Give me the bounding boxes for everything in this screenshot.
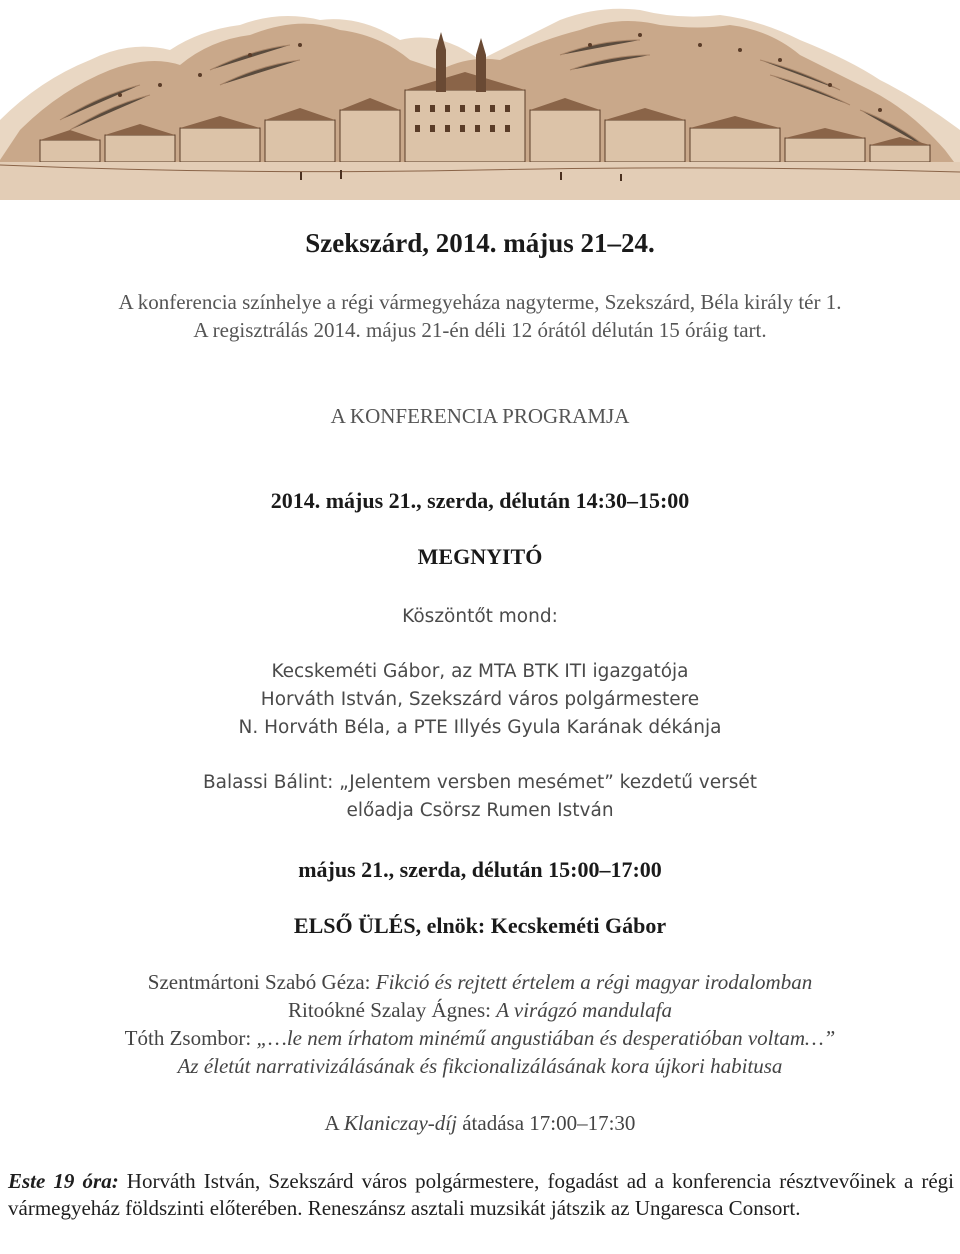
evening-reception-paragraph <box>8 1168 954 1222</box>
szekszard-engraving-banner <box>0 0 960 200</box>
speaker-1: Kecskeméti Gábor, az MTA BTK ITI igazgatója <box>271 661 689 682</box>
award-suffix: átadása 17:00–17:30 <box>456 1111 636 1135</box>
award-line <box>0 1111 960 1136</box>
speaker-3: N. Horváth Béla, a PTE Illyés Gyula Karának dékánja <box>238 717 722 738</box>
performance-line-1: Balassi Bálint: „Jelentem versben mesémet” kezdetű versét <box>202 772 758 793</box>
talk-3-speaker: Tóth Zsombor: <box>124 1026 257 1050</box>
talk-2-speaker: Ritoókné Szalay Ágnes: <box>287 998 497 1022</box>
talk-2-title: A virágzó mandulafa <box>496 998 672 1022</box>
opening-time: 2014. május 21., szerda, délután 14:30–15:00 <box>270 488 690 513</box>
evening-label: Este 19 óra: <box>8 1169 119 1193</box>
award-name: Klaniczay-díj <box>343 1111 457 1135</box>
venue-text: A konferencia színhelye a régi vármegyeháza nagyterme, Szekszárd, Béla király tér 1. <box>118 290 842 314</box>
evening-text: Horváth István, Szekszárd város polgármestere, fogadást ad a konferencia résztvevőinek a régi vármegyeház földszinti előterében. Reneszánsz asztali muzsikát játszik az Ungaresca Consort. <box>8 1169 955 1220</box>
talk-2 <box>0 998 960 1023</box>
session1-title: ELSŐ ÜLÉS, elnök: Kecskeméti Gábor <box>293 913 667 938</box>
award-prefix: A <box>324 1111 344 1135</box>
talk-1-title: Fikció és rejtett értelem a régi magyar irodalomban <box>375 970 813 994</box>
talk-1 <box>0 970 960 995</box>
talk-1-speaker: Szentmártoni Szabó Géza: <box>147 970 376 994</box>
greeting-label: Köszöntőt mond: <box>402 606 558 627</box>
session1-time: május 21., szerda, délután 15:00–17:00 <box>298 857 662 882</box>
registration-text: A regisztrálás 2014. május 21-én déli 12 órától délután 15 óráig tart. <box>193 318 767 342</box>
talk-3-subtitle: Az életút narrativizálásának és fikcionalizálásának kora újkori habitusa <box>177 1054 783 1078</box>
talk-3 <box>0 1026 960 1051</box>
speaker-2: Horváth István, Szekszárd város polgármestere <box>260 689 700 710</box>
event-title: Szekszárd, 2014. május 21–24. <box>305 228 655 258</box>
program-heading: A KONFERENCIA PROGRAMJA <box>330 404 630 428</box>
talk-3-title: „…le nem írhatom minémű angustiában és desperatióban voltam…” <box>256 1026 836 1050</box>
performance-line-2: előadja Csörsz Rumen István <box>346 800 614 821</box>
opening-title: MEGNYITÓ <box>417 544 543 569</box>
